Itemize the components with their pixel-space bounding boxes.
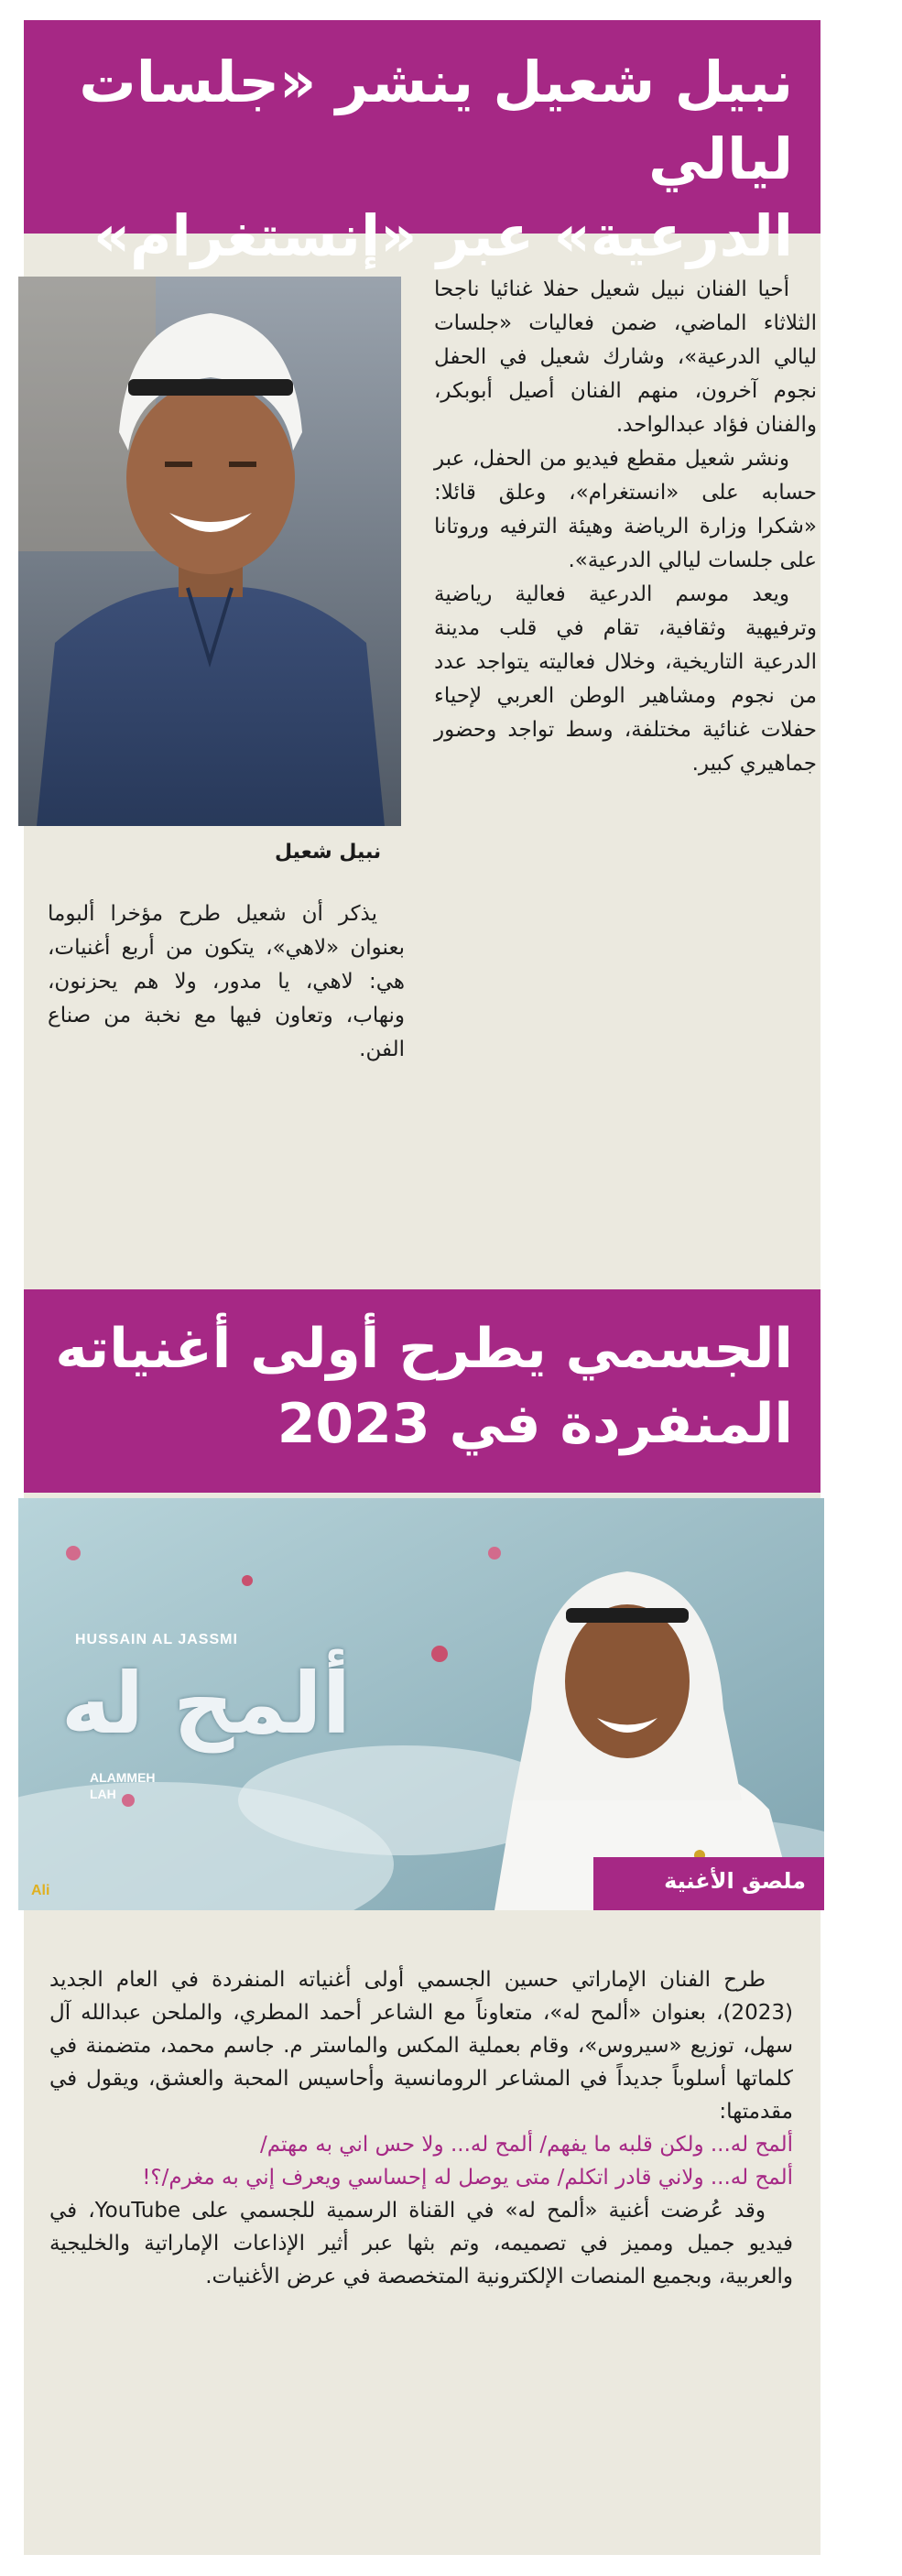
photo-caption-box: [593, 1857, 824, 1910]
headline-line: الدرعية» عبر «إنستغرام»: [92, 202, 793, 269]
poster-corner-mark: Ali: [31, 1883, 50, 1898]
article2-body: [49, 1963, 793, 2293]
poster-song-title: ألمح له: [60, 1655, 352, 1753]
article-paragraph: أحيا الفنان نبيل شعيل حفلا غنائيا ناجحا الثلاثاء الماضي، ضمن فعاليات «جلسات ليالي الدرعية»، وشارك شعيل في الحفل نجوم آخرون، منهم الفنان أصيل أبوبكر، والفنان فؤاد عبدالواحد.: [434, 277, 817, 437]
poster-title-en: [90, 1769, 156, 1802]
article1-left-column: [48, 897, 405, 1067]
headline-line: الجسمي يطرح أولى أغنياته: [55, 1317, 793, 1381]
portrait-illustration: [18, 277, 401, 826]
song-poster: [18, 1498, 824, 1910]
article-paragraph: ويعد موسم الدرعية فعالية رياضية وترفيهية وثقافية، تقام في قلب مدينة الدرعية التاريخية، وخلال فعاليته يتواجد عدد من نجوم ومشاهير الوطن العربي لإحياء حفلات غنائية مختلفة، وسط تواجد وحضور جماهيري كبير.: [434, 582, 817, 776]
article1-headline: [24, 20, 820, 269]
poster-title-en-line: ALAMMEH: [90, 1770, 156, 1785]
photo-caption: نبيل شعيل: [275, 841, 382, 864]
nabil-shuail-photo: [18, 277, 401, 826]
photo-caption: ملصق الأغنية: [664, 1868, 806, 1894]
article2-headline: [24, 1289, 820, 1493]
article-paragraph: وقد عُرضت أغنية «ألمح له» في القناة الرسمية للجسمي على YouTube، في فيديو جميل ومميز في تصميمه، وتم بثها عبر أثير الإذاعات الإماراتية والخليجية والعربية، وبجميع المنصات الإلكترونية المتخصصة في عرض الأغنيات.: [49, 2199, 793, 2288]
article-paragraph: يذكر أن شعيل طرح مؤخرا ألبوما بعنوان «لاهي»، يتكون من أربع أغنيات، هي: لاهي، يا مدور، ولا هم يحزنون، ونهاب، وتعاون فيها مع نخبة من صناع الفن.: [48, 902, 405, 1061]
poster-title-en-line: LAH: [90, 1787, 116, 1801]
song-lyric: ألمح له... ولاني قادر اتكلم/ متى يوصل له إحساسي ويعرف إني به مغرم/؟!: [142, 2166, 793, 2190]
headline-line: نبيل شعيل ينشر «جلسات ليالي: [79, 49, 793, 192]
article-paragraph: طرح الفنان الإماراتي حسين الجسمي أولى أغنياته المنفردة في العام الجديد (2023)، بعنوان «ألمح له»، متعاوناً مع الشاعر أحمد المطري، والملحن عبدالله آل سهل، توزيع «سيروس»، وقام بعملية المكس والماستر م. جاسم محمد، متضمنة في كلماتها أسلوباً جديداً في المشاعر الرومانسية وأحاسيس المحبة والعشق، ويقول في مقدمتها:: [49, 1968, 793, 2124]
song-lyric: ألمح له... ولكن قلبه ما يفهم/ ألمح له... ولا حس اني به مهتم/: [260, 2133, 793, 2157]
poster-artist-name: HUSSAIN AL JASSMI: [75, 1632, 238, 1647]
article-paragraph: ونشر شعيل مقطع فيديو من الحفل، عبر حسابه على «انستغرام»، وعلق قائلا: «شكرا وزارة الرياضة وهيئة الترفيه وروتانا على جلسات ليالي الدرعية».: [434, 447, 817, 572]
headline-line: المنفردة في 2023: [277, 1392, 793, 1456]
article1-right-column: [434, 273, 817, 781]
